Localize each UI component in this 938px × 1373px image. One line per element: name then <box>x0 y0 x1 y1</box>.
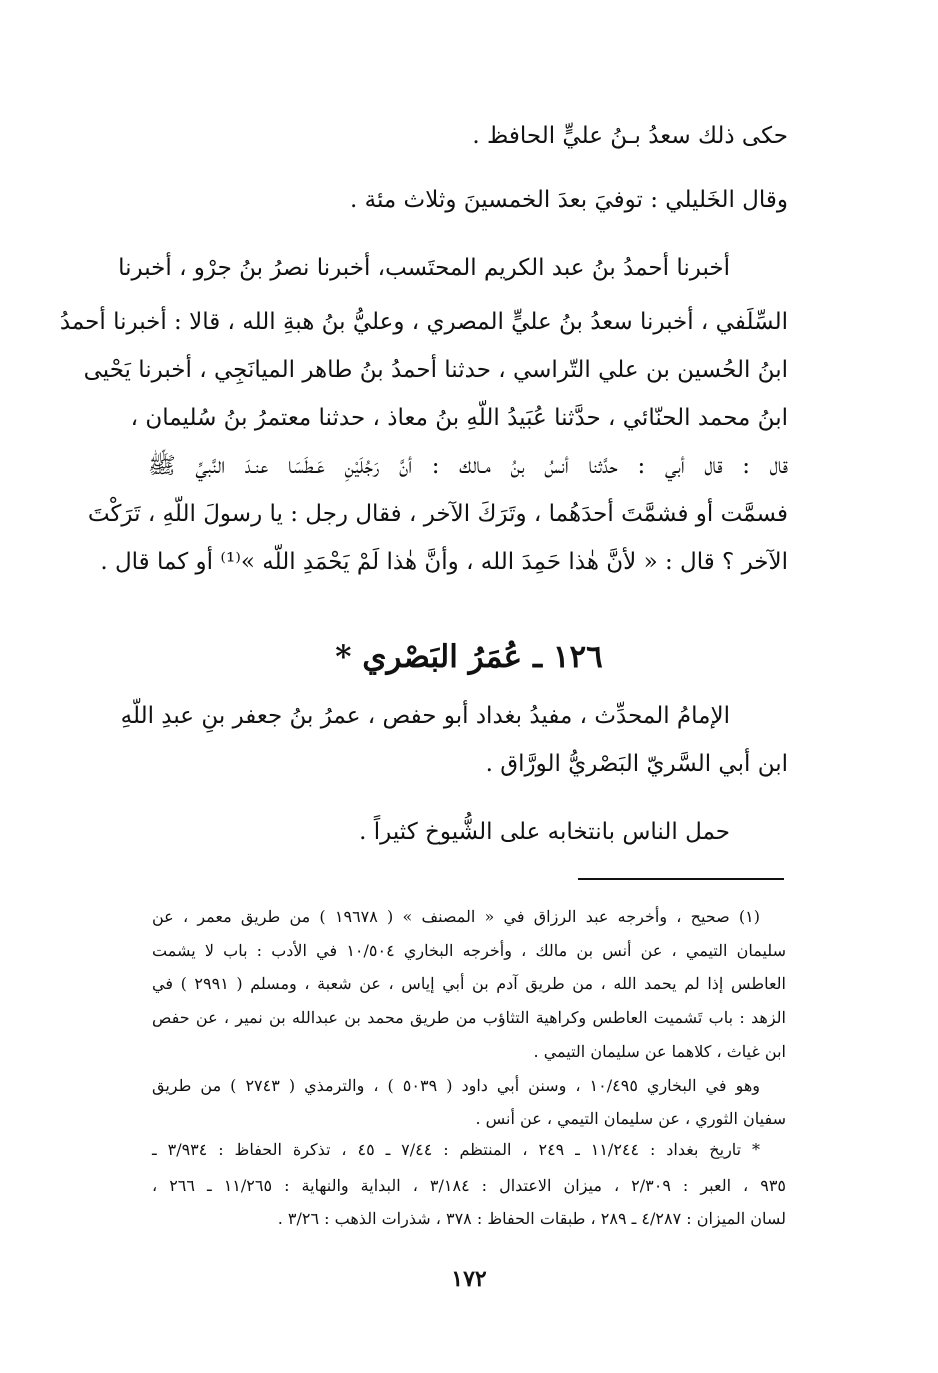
footnote-line-3: العاطس إذا لم يحمد الله ، من طريق آدم بن أبي إياس ، عن شعبة ، ومسلم ( ٢٩٩١ ) في <box>152 974 786 993</box>
body-line-1: حكى ذلك سعدُ بـنُ عليٍّ الحافظ . <box>472 123 788 149</box>
section-heading: ١٢٦ ـ عُمَرُ البَصْري * <box>335 639 603 675</box>
body-line-2: وقال الخَليلي : توفيَ بعدَ الخمسينَ وثلاث مئة . <box>350 187 788 213</box>
footnote-line-7: سفيان الثوري ، عن سليمان التيمي ، عن أنس . <box>475 1109 786 1128</box>
hadith-line-2: السِّلَفي ، أخبرنا سعدُ بنُ عليٍّ المصري ، وعليُّ بنُ هبةِ الله ، قالا : أخبرنا أحمدُ <box>59 309 788 335</box>
footnote-divider <box>578 878 784 880</box>
footnote-line-4: الزهد : باب تَشميت العاطس وكراهية التثاؤب من طريق محمد بن عبدالله بن نمير ، عن حفص <box>152 1008 786 1027</box>
hadith-line-1: أخبرنا أحمدُ بنُ عبد الكريم المحتَسب، أخبرنا نصرُ بنُ جرْو ، أخبرنا <box>118 255 730 281</box>
page-number: ١٧٢ <box>451 1266 487 1292</box>
footnote-line-8: * تاريخ بغداد : ١١/٢٤٤ ـ ٢٤٩ ، المنتظم : ٧/٤٤ ـ ٤٥ ، تذكرة الحفاظ : ٣/٩٣٤ ـ <box>152 1140 761 1159</box>
hadith-line-7: الآخر ؟ قال : « لأنَّ هٰذا حَمِدَ الله ، وأنَّ هٰذا لَمْ يَحْمَدِ اللّه »⁽¹⁾ أو كما قال . <box>100 549 788 575</box>
footnote-line-10: لسان الميزان : ٤/٢٨٧ ـ ٢٨٩ ، طبقات الحفاظ : ٣٧٨ ، شذرات الذهب : ٣/٢٦ . <box>277 1209 786 1228</box>
footnote-line-2: سليمان التيمي ، عن أنس بن مالك ، وأخرجه البخاري ١٠/٥٠٤ في الأدب : باب لا يشمت <box>152 941 787 960</box>
bio-line-1: الإمامُ المحدِّث ، مفيدُ بغداد أبو حفص ، عمرُ بنُ جعفر بنِ عبدِ اللّهِ <box>120 703 730 729</box>
bio-line-2: ابن أبي السَّريّ البَصْريُّ الورَّاق . <box>485 751 788 777</box>
footnote-line-6: وهو في البخاري ١٠/٤٩٥ ، وسنن أبي داود ( ٥٠٣٩ ) ، والترمذي ( ٢٧٤٣ ) من طريق <box>152 1076 761 1095</box>
hadith-line-6: فسمَّت أو فشمَّتَ أحدَهُما ، وتَرَكَ الآخر ، فقال رجل : يا رسولَ اللّهِ ، تَرَكْتَ <box>87 501 788 527</box>
hadith-line-5: قال : قال أبي : حدَّثنا أنسُ بنُ مـالك : أنَّ رَجُلَيْنِ عَـطَسَا عنـدَ النَّبيِّ ﷺ <box>148 453 788 479</box>
footnote-line-1: (١) صحيح ، وأخرجه عبد الرزاق في « المصنف » ( ١٩٦٧٨ ) من طريق معمر ، عن <box>152 907 760 926</box>
footnote-line-5: ابن غياث ، كلاهما عن سليمان التيمي . <box>533 1042 786 1061</box>
bio-line-3: حمل الناس بانتخابه على الشُّيوخ كثيراً . <box>359 819 730 845</box>
hadith-line-3: ابنُ الحُسين بن علي التّراسي ، حدثنا أحمدُ بنُ طاهر الميانَجِي ، أخبرنا يَحْيى <box>83 357 788 383</box>
hadith-line-4: ابنُ محمد الحنّائي ، حدَّثنا عُبَيدُ اللّهِ بنُ معاذ ، حدثنا معتمرُ بنُ سُليمان ، <box>130 405 788 431</box>
footnote-line-9: ٩٣٥ ، العبر : ٢/٣٠٩ ، ميزان الاعتدال : ٣/١٨٤ ، البداية والنهاية : ١١/٢٦٥ ـ ٢٦٦ ، <box>152 1176 787 1195</box>
